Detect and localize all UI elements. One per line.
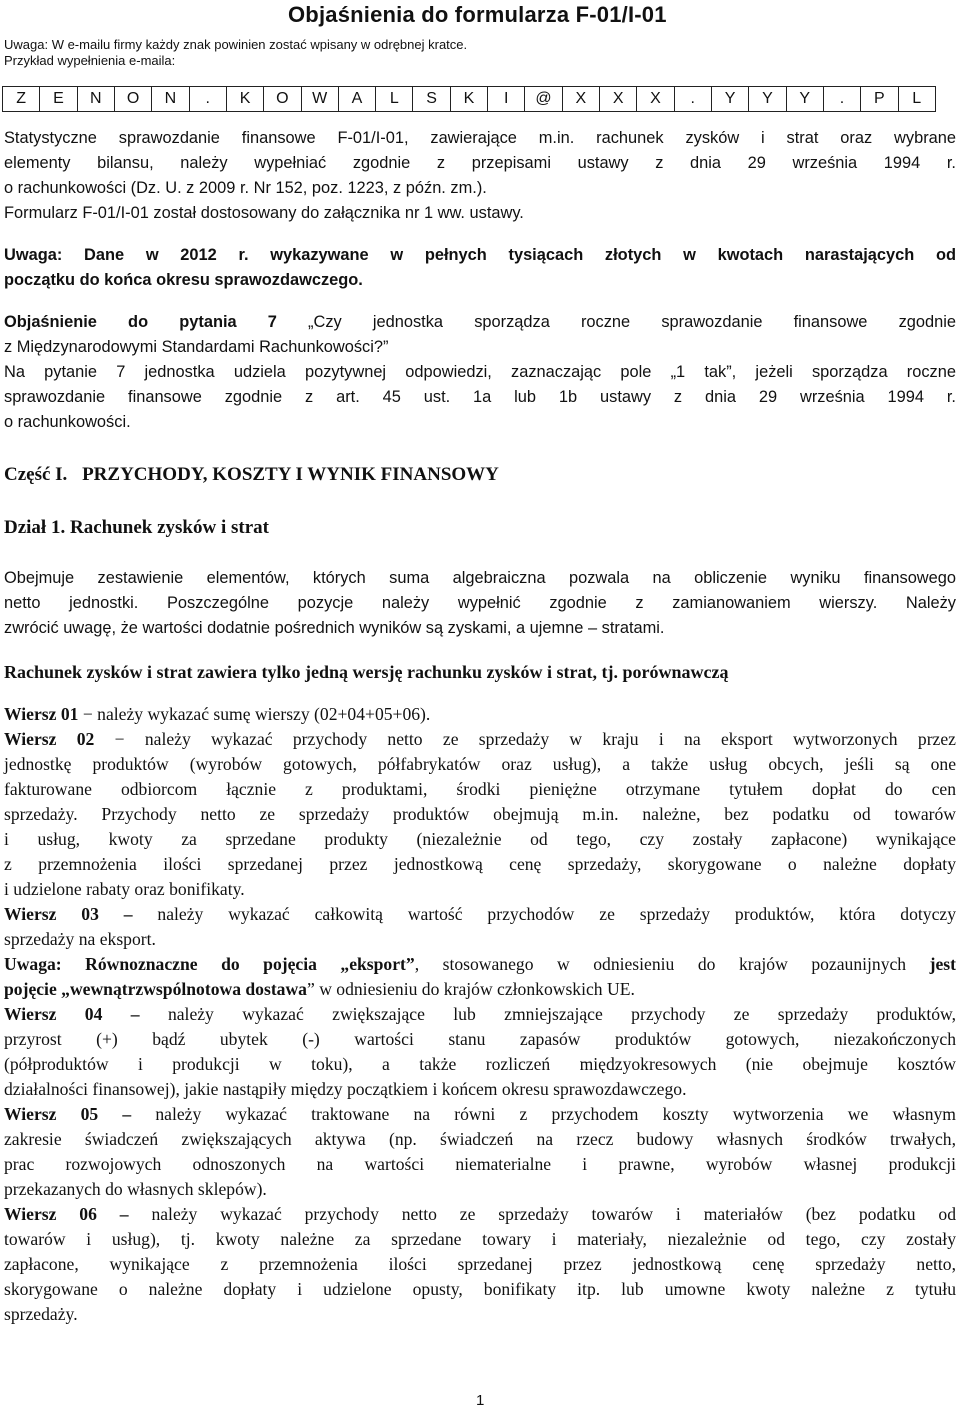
email-char-cell: O [263,87,300,111]
row-06-line: zapłacone, wynikające z przemnożenia ilości sprzedanej przez jednostkową cenę sprzedaży netto, [4,1254,956,1274]
intro-line: Formularz F-01/I-01 został dostosowany do załącznika nr 1 ww. ustawy. [4,204,524,222]
export-note [4,952,956,977]
intro-line: Statystyczne sprawozdanie finansowe F-01/I-01, zawierające m.in. rachunek zysków i strat oraz wybrane [4,129,956,147]
email-char-cell: N [77,87,114,111]
row-03-label: Wiersz 03 – [4,904,133,924]
email-char-cell: X [562,87,599,111]
row-05-line: zakresie świadczeń zwiększających aktywa (np. świadczeń na rzecz budowy własnych środków trwałych, [4,1129,956,1149]
email-char-cell: Y [748,87,785,111]
intro-paragraph [4,126,956,226]
email-char-cell: O [114,87,151,111]
email-char-cell: K [226,87,263,111]
income-statement-variant-note: Rachunek zysków i strat zawiera tylko jedną wersję rachunku zysków i strat, tj. porównawczą [4,662,729,682]
row-04-line: (półproduktów i produkcji w toku), a także rozliczeń międzyokresowych (nie obejmuje kosztów [4,1054,956,1074]
email-char-cell: N [151,87,188,111]
row-01-explanation [4,702,956,727]
email-char-cell: S [412,87,449,111]
email-char-cell: Y [711,87,748,111]
row-04-line: działalności finansowej), jakie nastąpiły między początkiem i końcem okresu sprawozdawczego. [4,1079,687,1099]
email-char-cell: X [599,87,636,111]
row-06-line: towarów i usług), tj. kwoty należne za sprzedane towary i materiały, niezależnie od tego, czy zostały [4,1229,956,1249]
row-02-line: z przemnożenia ilości sprzedanej przez jednostkową cenę sprzedaży, skorygowane o należne dopłaty [4,854,956,874]
email-char-cell: . [674,87,711,111]
email-char-cell: Y [786,87,823,111]
question-7-text: „Czy jednostka sporządza roczne sprawozdanie finansowe zgodnie [276,313,956,331]
row-02-line: fakturowane odbiorcom łącznie z produktami, środki pieniężne otrzymane tytułem dopłat do cen [4,779,956,799]
email-example-grid [2,86,936,112]
email-note: Uwaga: W e-mailu firmy każdy znak powinien zostać wpisany w odrębnej kratce. [4,37,468,52]
row-01-dash: − [78,704,98,724]
part-heading [4,464,499,486]
row-05-line: prac rozwojowych odnoszonych na wartości niematerialne i prawne, wyrobów własnej produkcji [4,1154,956,1174]
intro-line: o rachunkowości (Dz. U. z 2009 r. Nr 152, poz. 1223, z późn. zm.). [4,179,487,197]
email-char-cell: A [338,87,375,111]
export-note-line2 [4,977,956,1002]
row-03-explanation [4,902,956,927]
email-char-cell: . [189,87,226,111]
row-01-label: Wiersz 01 [4,704,79,724]
page-title: Objaśnienia do formularza F-01/I-01 [288,2,667,27]
question-7-answer-line: o rachunkowości. [4,413,131,431]
row-02-line: i usług, kwoty za sprzedane produkty (niezależnie od tego, czy zostały zapłacone) wynikające [4,829,956,849]
email-char-cell: K [450,87,487,111]
email-char-cell: P [860,87,897,111]
row-03-text: należy wykazać całkowitą wartość przychodów ze sprzedaży produktów, która dotyczy [132,904,956,924]
row-explanations [4,702,956,1327]
row-02-line: sprzedaży. Przychody netto ze sprzedaży produktów obejmują m.in. należne, bez podatku od towarów [4,804,956,824]
email-char-cell: L [375,87,412,111]
email-char-cell: I [487,87,524,111]
question-7-heading: Objaśnienie do pytania 7 [4,313,277,331]
email-char-cell: W [301,87,338,111]
email-char-cell: L [898,87,936,111]
section-title: Rachunek zysków i strat [69,517,269,538]
export-note-bold: Uwaga: Równoznaczne do pojęcia „eksport” [4,954,415,974]
email-char-cell: E [39,87,76,111]
data-units-line: początku do końca okresu sprawozdawczego. [4,271,363,289]
row-04-text: należy wykazać zwiększające lub zmniejszające przychody ze sprzedaży produktów, [139,1004,956,1024]
row-06-label: Wiersz 06 – [4,1204,129,1224]
row-05-explanation [4,1102,956,1127]
email-char-cell: @ [524,87,561,111]
scope-line: Obejmuje zestawienie elementów, których suma algebraiczna pozwala na obliczenie wyniku finansowego [4,569,956,587]
data-units-line: Uwaga: Dane w 2012 r. wykazywane w pełnych tysiącach złotych w kwotach narastających od [4,246,956,264]
scope-paragraph [4,566,956,641]
row-02-line: i udzielone rabaty oraz bonifikaty. [4,879,245,899]
row-06-text: należy wykazać przychody netto ze sprzedaży towarów i materiałów (bez podatku od [128,1204,956,1224]
scope-line: netto jednostki. Poszczególne pozycje należy wypełnić zgodnie z zamianowaniem wierszy. Należy [4,594,956,612]
question-7-answer-line: sprawozdanie finansowe zgodnie z art. 45 ust. 1a lub 1b ustawy z dnia 29 września 1994 r. [4,388,956,406]
export-note-bold: jest [929,954,956,974]
row-05-line: przekazanych do własnych sklepów). [4,1179,267,1199]
row-05-label: Wiersz 05 – [4,1104,132,1124]
row-02-explanation [4,727,956,752]
row-04-label: Wiersz 04 – [4,1004,140,1024]
row-04-explanation [4,1002,956,1027]
email-example-label: Przykład wypełnienia e-maila: [4,53,176,68]
row-02-text: − należy wykazać przychody netto ze sprzedaży w kraju i na eksport wytworzonych przez [94,729,956,749]
row-03-line: sprzedaży na eksport. [4,929,156,949]
data-units-note [4,243,956,293]
export-note-text: , stosowanego w odniesieniu do krajów pozaunijnych [414,954,930,974]
intro-line: elementy bilansu, należy wypełniać zgodnie z przepisami ustawy z dnia 29 września 1994 r. [4,154,956,172]
part-label: Część I. [4,464,68,485]
row-05-text: należy wykazać traktowane na równi z przychodem koszty wytworzenia we własnym [131,1104,956,1124]
email-char-cell: X [636,87,673,111]
scope-line: zwrócić uwagę, że wartości dodatnie pośrednich wyników są zyskami, a ujemne – stratami. [4,619,665,637]
page-number: 1 [476,1392,485,1409]
part-title: PRZYCHODY, KOSZTY I WYNIK FINANSOWY [82,464,499,485]
row-06-explanation [4,1202,956,1227]
email-char-cell: . [823,87,860,111]
row-02-line: jednostkę produktów (wyrobów gotowych, półfabrykatów oraz usług), a także usług obcych, jeśli są one [4,754,956,774]
row-04-line: przyrost (+) bądź ubytek (-) wartości stanu zapasów produktów gotowych, niezakończonych [4,1029,956,1049]
row-06-line: skorygowane o należne dopłaty i udzielone opusty, bonifikaty itp. lub umowne kwoty należne z tytułu [4,1279,956,1299]
question-7-answer-line: Na pytanie 7 jednostka udziela pozytywnej odpowiedzi, zaznaczając pole „1 tak”, jeżeli sporządza roczne [4,363,956,381]
export-note-text: ” w odniesieniu do krajów członkowskich UE. [306,979,635,999]
question-7-explanation [4,310,956,435]
export-note-bold: pojęcie „wewnątrzwspólnotowa dostawa [4,979,307,999]
row-01-text: należy wykazać sumę wierszy (02+04+05+06). [97,704,431,724]
email-char-cell: Z [2,87,39,111]
section-label: Dział 1. [4,517,66,538]
row-06-line: sprzedaży. [4,1304,78,1324]
section-heading [4,517,269,539]
row-02-label: Wiersz 02 [4,729,95,749]
question-7-text: z Międzynarodowymi Standardami Rachunkowości?” [4,338,389,356]
